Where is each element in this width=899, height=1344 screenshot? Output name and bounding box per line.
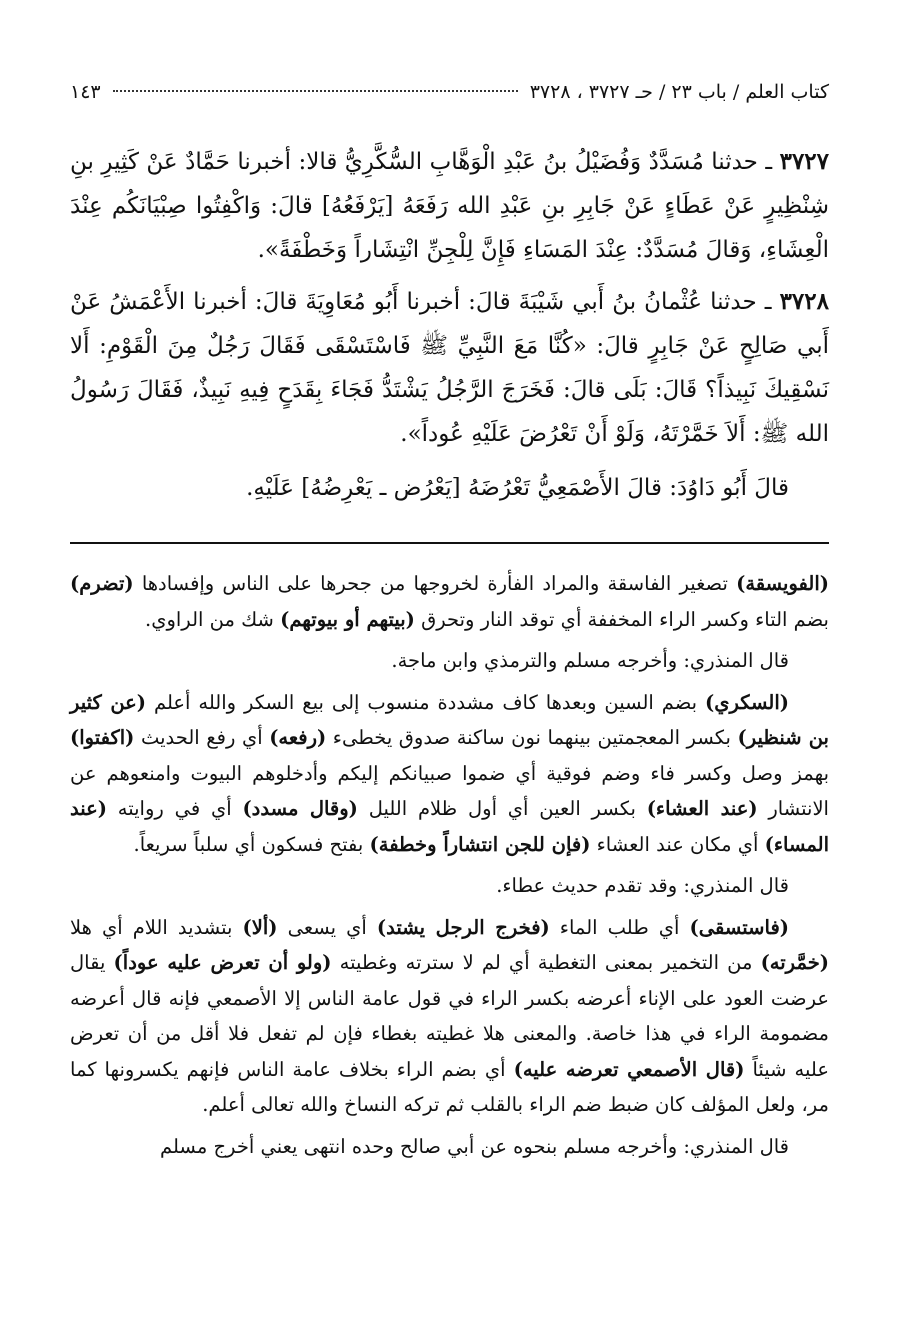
- commentary-term: (السكري): [705, 690, 789, 714]
- commentary-term: (الفويسقة): [736, 572, 829, 595]
- commentary-text: يقال عرضت العود على الإناء أعرضه بكسر الراء في قول عامة الناس إلا الأصمعي فإنه قال أعرضه مضمومة الراء في هذا خاصة. والمعنى هلا غطيته بغطاء فإن لم تفعل فلا أقل من أن تعرض عليه شيئاً: [70, 951, 829, 1081]
- page-number: ١٤٣: [70, 81, 101, 103]
- commentary-term: (عند المساء): [70, 797, 829, 856]
- commentary-text: من التخمير بمعنى التغطية أي لم لا سترته وغطيته: [331, 951, 761, 974]
- commentary-term: (ألا): [242, 915, 278, 939]
- commentary-text: تصغير الفاسقة والمراد الفأرة لخروجها من جحرها على الناس وإفسادها: [133, 572, 737, 595]
- hadith-text: ـ حدثنا عُثْمانُ بنُ أَبي شَيْبَةَ قالَ: أخبرنا أَبُو مُعَاوِيَةَ قالَ: أخبرنا الأَعْمَشُ عَنْ أَبي صَالِحٍ عَنْ جَابِرٍ قالَ: «كُنَّا مَعَ النَّبِيِّ ﷺ فَاسْتَسْقَى فَقَالَ رَجُلٌ مِنَ الْقَوْمِ: أَلا نَسْقِيكَ نَبِيذاً؟ قَالَ: بَلَى قالَ: فَخَرَجَ الرَّجُلُ يَشْتَدُّ فَجَاءَ بِقَدَحٍ فِيهِ نَبِيذٌ، فَقَالَ رَسُولُ الله ﷺ: أَلاَ خَمَّرْتَهُ، وَلَوْ أَنْ تَعْرُضَ عَلَيْهِ عُوداً».: [70, 289, 829, 447]
- hadith-text: ـ حدثنا مُسَدَّدٌ وَفُضَيْلُ بنُ عَبْدِ الْوَهَّابِ السُّكَّرِيُّ قالا: أخبرنا حَمَّادٌ عَنْ كَثِيرِ بنِ شِنْظِيرٍ عَنْ عَطَاءٍ عَنْ جَابِرِ بنِ عَبْدِ الله رَفَعَهُ [يَرْفَعُهُ] قالَ: وَاكْفِتُوا صِبْيَانَكُم عِنْدَ الْعِشَاءِ، وَقالَ مُسَدَّدٌ: عِنْدَ المَسَاءِ فَإِنَّ لِلْجِنِّ انْتِشَاراً وَخَطْفَةً».: [70, 149, 829, 263]
- mundhiri-note: قال المنذري: وقد تقدم حديث عطاء.: [496, 874, 789, 897]
- commentary-term: (وقال مسدد): [242, 797, 358, 820]
- leader-dots: [113, 90, 518, 92]
- commentary-text: بضم السين وبعدها كاف مشددة منسوب إلى بيع السكر والله أعلم: [146, 690, 705, 714]
- chapter-reference: كتاب العلم / باب ٢٣ / حـ ٣٧٢٧ ، ٣٧٢٨: [529, 81, 829, 103]
- commentary-text: بكسر المعجمتين بينهما نون ساكنة صدوق يخطىء: [326, 726, 738, 749]
- hadith-number: ٣٧٢٨: [779, 288, 829, 315]
- commentary-term: (ولو أن تعرض عليه عوداً): [113, 951, 332, 974]
- book-page: [70, 78, 829, 1324]
- commentary-term: (فإن للجن انتشاراً وخطفة): [369, 832, 591, 856]
- commentary-paragraph: [70, 910, 829, 1123]
- commentary-term: (فاستسقى): [689, 915, 789, 939]
- hadith-number: ٣٧٢٧: [779, 148, 830, 175]
- commentary-section: [70, 566, 829, 1164]
- hadith-3728: [70, 280, 829, 456]
- commentary-text: بضم التاء وكسر الراء المخففة أي توقد النار وتحرق: [414, 607, 829, 631]
- mundhiri-note: قال المنذري: وأخرجه مسلم والترمذي وابن ماجة.: [391, 649, 789, 672]
- commentary-text: أي في روايته: [106, 797, 243, 820]
- hadith-section: [70, 140, 829, 510]
- commentary-paragraph: [70, 685, 829, 863]
- commentary-term: (رفعه): [269, 726, 327, 749]
- commentary-term: (خمَّرته): [760, 951, 829, 974]
- commentary-term: (عند العشاء): [646, 797, 758, 820]
- commentary-text: بكسر العين أي أول ظلام الليل: [357, 797, 647, 820]
- commentary-text: شك من الراوي.: [145, 607, 281, 631]
- commentary-term: (اكفتوا): [70, 726, 135, 749]
- commentary-term: (بيتهم أو بيوتهم): [280, 607, 415, 631]
- running-header: [70, 78, 829, 106]
- commentary-text: أي مكان عند العشاء: [590, 832, 765, 856]
- separator-rule: [70, 542, 829, 544]
- hadith-3727: [70, 140, 829, 272]
- commentary-text: بفتح فسكون أي سلباً سريعاً.: [133, 832, 370, 856]
- commentary-term: (تضرم): [70, 572, 134, 595]
- commentary-term: (فخرج الرجل يشتد): [376, 915, 550, 939]
- abu-dawud-note: قالَ أَبُو دَاوُدَ: قالَ الأَصْمَعِيُّ تَعْرُضَهُ [يَعْرُض ـ يَعْرِضُهُ] عَلَيْهِ.: [246, 475, 789, 501]
- commentary-text: أي طلب الماء: [549, 915, 690, 939]
- mundhiri-note: قال المنذري: وأخرجه مسلم بنحوه عن أبي صالح وحده انتهى يعني أخرج مسلم: [160, 1134, 789, 1158]
- commentary-term: (عن كثير بن شنظير): [70, 690, 829, 749]
- commentary-text: أي رفع الحديث: [134, 726, 270, 749]
- commentary-term: (قال الأصمعي تعرضه عليه): [513, 1057, 745, 1081]
- commentary-text: بتشديد اللام أي هلا: [70, 915, 243, 939]
- commentary-paragraph: [70, 566, 829, 637]
- commentary-text: بهمز وصل وكسر فاء وضم فوقية أي ضموا صبيانكم إليكم وأدخلوهم البيوت وامنعوهم عن الانتشار: [70, 761, 829, 820]
- commentary-text: أي يسعى: [277, 915, 377, 939]
- commentary-text: أي بضم الراء بخلاف عامة الناس فإنهم يكسرونها كما مر، ولعل المؤلف كان ضبط ضم الراء بالقلب ثم تركه النساخ والله تعالى أعلم.: [70, 1057, 829, 1116]
